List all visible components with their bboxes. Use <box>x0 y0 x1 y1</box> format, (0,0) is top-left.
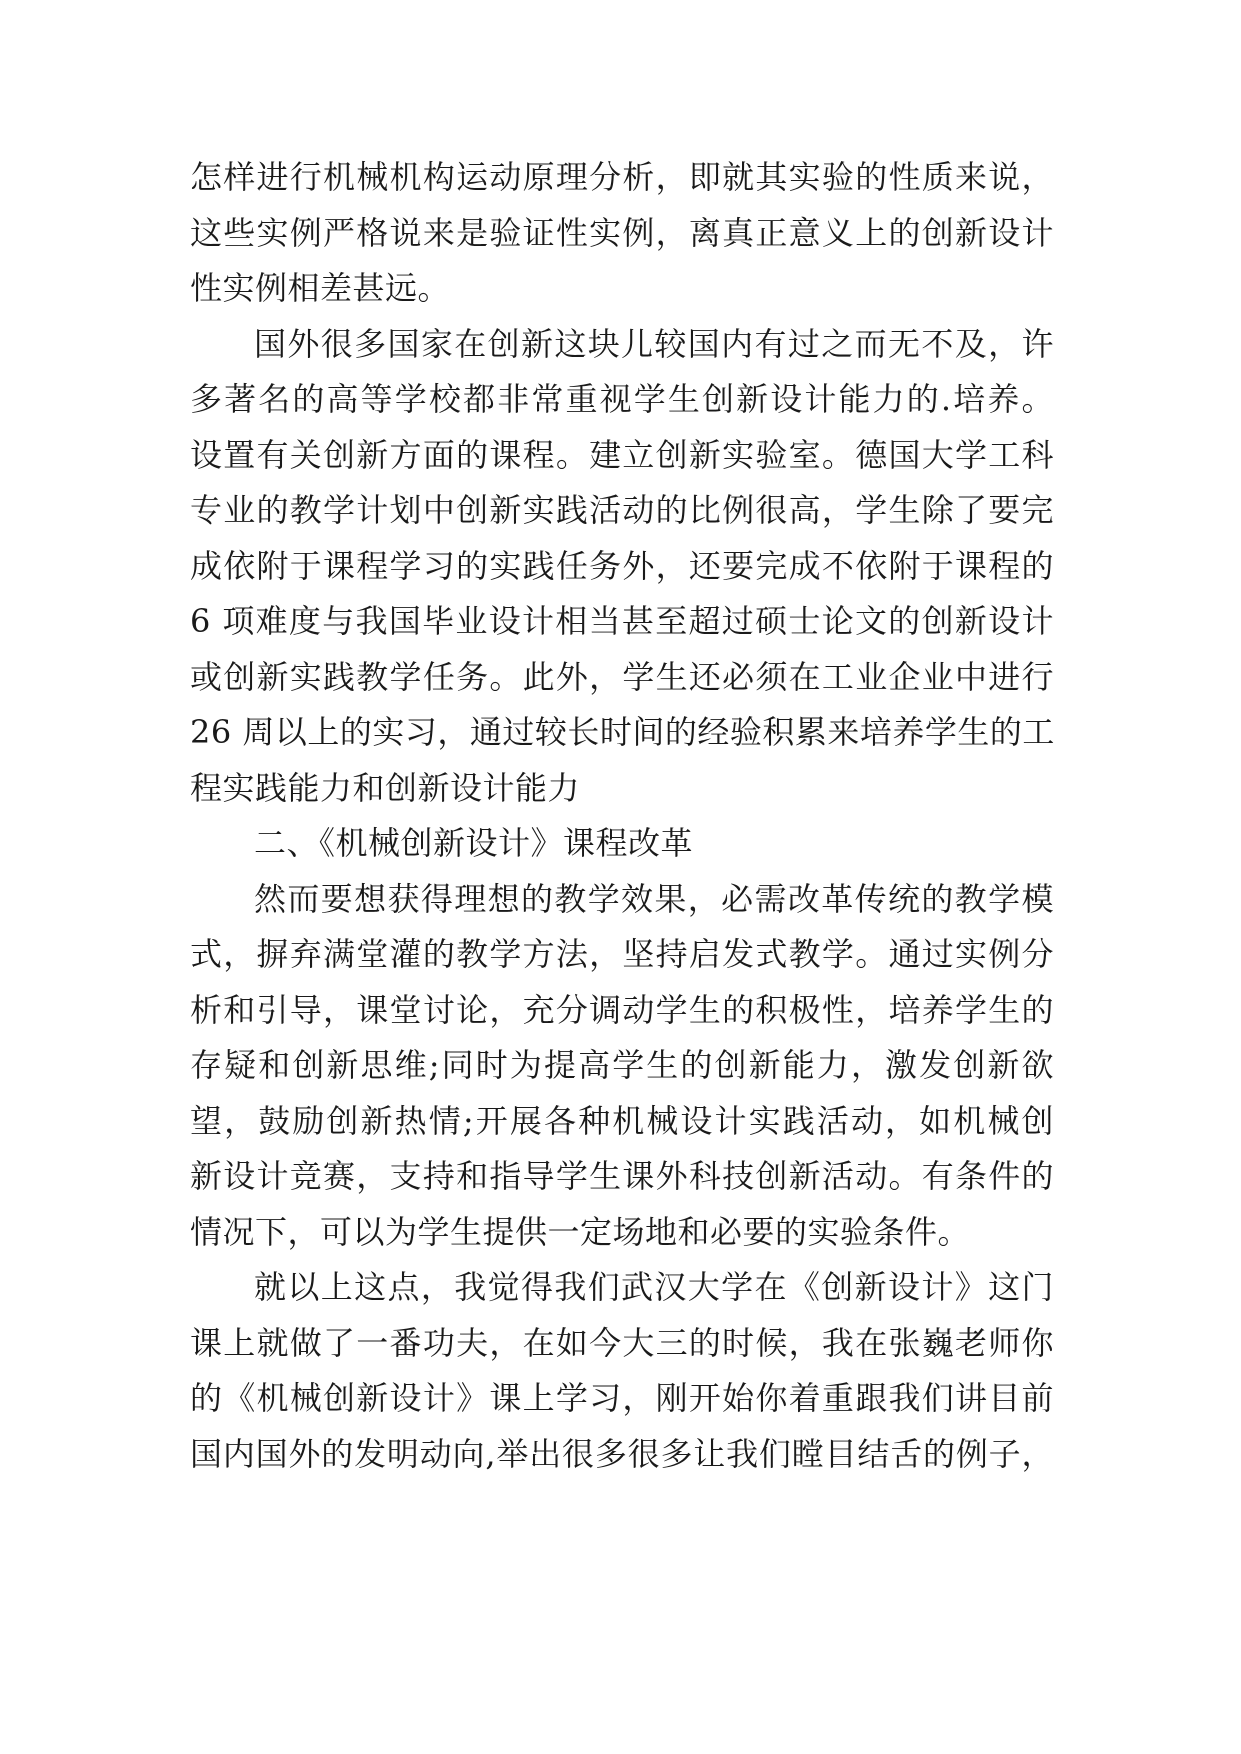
text-line: 26 周以上的实习，通过较长时间的经验积累来培养学生的工 <box>190 713 1055 751</box>
text-line: 设置有关创新方面的课程。建立创新实验室。德国大学工科 <box>190 435 1054 474</box>
text-line: 6 项难度与我国毕业设计相当甚至超过硕士论文的创新设计 <box>190 602 1054 640</box>
text-line: 多著名的高等学校都非常重视学生创新设计能力的.培养。 <box>190 380 1054 418</box>
text-line: 怎样进行机械机构运动原理分析，即就其实验的性质来说， <box>190 158 1054 196</box>
text-line: 的《机械创新设计》课上学习，刚开始你着重跟我们讲目前 <box>190 1379 1054 1417</box>
text-line: 情况下，可以为学生提供一定场地和必要的实验条件。 <box>190 1212 971 1251</box>
body-text <box>190 150 1054 1482</box>
text-line: 国内国外的发明动向,举出很多很多让我们瞠目结舌的例子， <box>190 1434 1054 1473</box>
text-line: 式，摒弃满堂灌的教学方法，坚持启发式教学。通过实例分 <box>190 935 1054 973</box>
text-line: 或创新实践教学任务。此外，学生还必须在工业企业中进行 <box>190 657 1054 696</box>
text-line: 就以上这点，我觉得我们武汉大学在《创新设计》这门 <box>254 1268 1054 1306</box>
text-line: 课上就做了一番功夫，在如今大三的时候，我在张巍老师你 <box>190 1323 1054 1362</box>
text-line: 国外很多国家在创新这块儿较国内有过之而无不及，许 <box>254 324 1054 363</box>
text-line: 望，鼓励创新热情;开展各种机械设计实践活动，如机械创 <box>190 1101 1054 1140</box>
text-line: 新设计竞赛，支持和指导学生课外科技创新活动。有条件的 <box>190 1157 1054 1195</box>
text-line: 这些实例严格说来是验证性实例，离真正意义上的创新设计 <box>190 213 1054 252</box>
text-line: 析和引导，课堂讨论，充分调动学生的积极性，培养学生的 <box>190 990 1054 1029</box>
text-line: 专业的教学计划中创新实践活动的比例很高，学生除了要完 <box>190 491 1054 529</box>
text-line: 二、《机械创新设计》课程改革 <box>254 824 694 862</box>
text-line: 存疑和创新思维;同时为提高学生的创新能力，激发创新欲 <box>190 1046 1054 1084</box>
text-line: 然而要想获得理想的教学效果，必需改革传统的教学模 <box>254 879 1054 918</box>
text-line: 程实践能力和创新设计能力 <box>190 768 581 807</box>
text-line: 成依附于课程学习的实践任务外，还要完成不依附于课程的 <box>190 546 1054 585</box>
text-line: 性实例相差甚远。 <box>190 269 451 307</box>
